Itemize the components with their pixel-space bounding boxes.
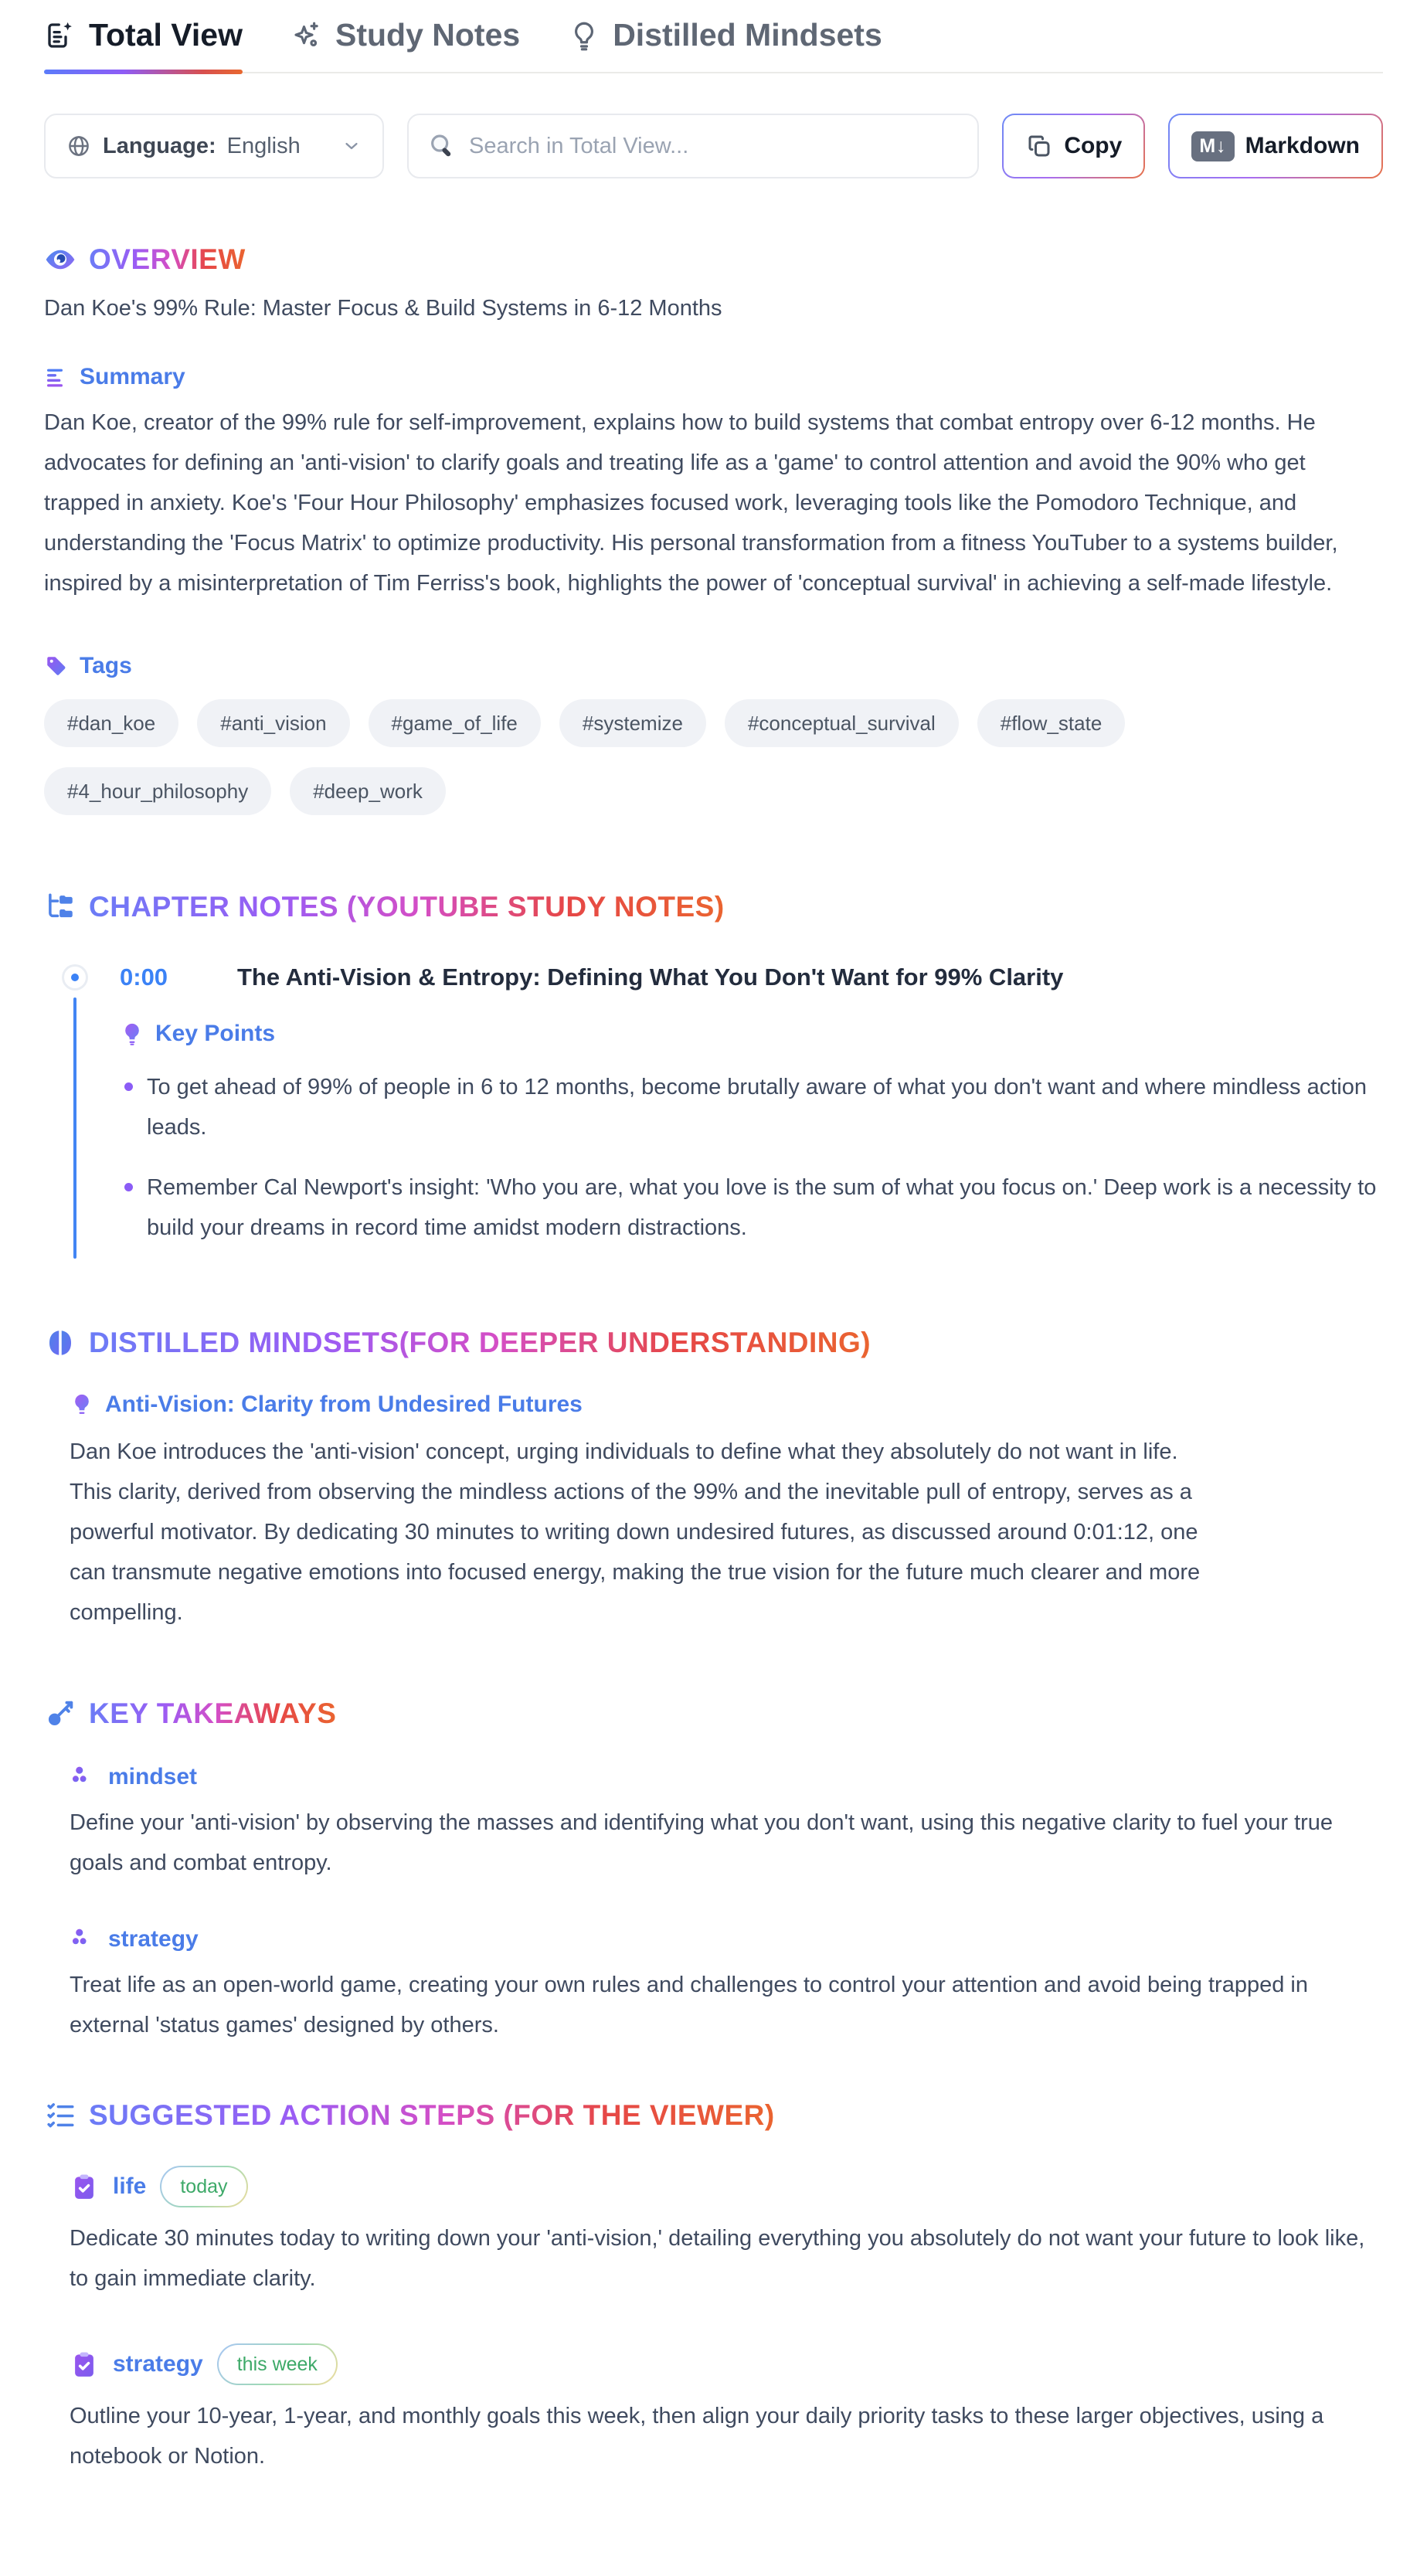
clipboard-check-icon <box>70 2172 99 2201</box>
takeaway-category: mindset <box>108 1764 198 1789</box>
timeframe-badge: this week <box>217 2343 338 2385</box>
clipboard-check-icon <box>70 2350 99 2379</box>
key-point-text: To get ahead of 99% of people in 6 to 12 months, become brutally aware of what you don't want and where mindless action leads. <box>147 1075 1367 1140</box>
takeaway-item <box>44 1764 1383 2045</box>
summary-lines-icon <box>44 365 69 389</box>
chapter-header <box>120 963 1383 991</box>
bullet-icon <box>124 1082 133 1091</box>
takeaway-text: Treat life as an open-world game, creating your own rules and challenges to control your attention and avoid being trapped in external 'status games' designed by others. <box>70 1973 1308 2037</box>
tag-chip: #game_of_life <box>369 699 541 747</box>
chevron-down-icon <box>341 135 362 157</box>
tags-list <box>44 699 1187 815</box>
checklist-icon <box>44 2099 76 2132</box>
shapes-icon <box>70 1926 96 1952</box>
key-points-list <box>120 1067 1383 1259</box>
brain-icon <box>44 1327 76 1359</box>
search-box <box>407 114 979 178</box>
chapter-timeline <box>44 963 106 1259</box>
language-value: English <box>226 133 301 158</box>
tab-bar <box>44 17 1383 73</box>
timeline-dot-icon <box>64 967 86 988</box>
search-icon <box>427 131 457 161</box>
key-takeaways-section-heading <box>44 1698 1383 1730</box>
distilled-mindsets-heading-text: DISTILLED MINDSETS(FOR DEEPER UNDERSTANDING) <box>89 1327 871 1358</box>
takeaway-category-row <box>70 1926 1383 1952</box>
lightbulb-filled-icon <box>70 1392 94 1417</box>
action-steps-section-heading <box>44 2099 1383 2132</box>
key-point-text: Remember Cal Newport's insight: 'Who you are, what you love is the sum of what you focus on.' Deep work is a necessity to build your dreams in record time amidst modern distractions. <box>147 1175 1377 1240</box>
chapter-item <box>44 963 1383 1259</box>
mindset-paragraph: Dan Koe introduces the 'anti-vision' concept, urging individuals to define what they absolutely do not want in life. This clarity, derived from observing the mindless actions of the 99% and the inevitable pull of entropy, serves as a powerful motivator. By dedicating 30 minutes to writing down undesired futures, as discussed around 0:01:12, one can transmute negative emotions into focused energy, making the true vision for the future much clearer and more compelling. <box>70 1439 1201 1625</box>
takeaway-text: Define your 'anti-vision' by observing the masses and identifying what you don't want, using this negative clarity to fuel your true goals and combat entropy. <box>70 1810 1334 1875</box>
language-select[interactable] <box>44 114 384 178</box>
copy-button[interactable] <box>1002 114 1145 178</box>
tag-chip: #4_hour_philosophy <box>44 767 271 815</box>
timeframe-badge: today <box>160 2166 247 2207</box>
action-category: life <box>113 2173 147 2199</box>
tab-total-view[interactable] <box>44 17 243 72</box>
summary-heading-text: Summary <box>80 364 185 389</box>
lightbulb-outline-icon <box>568 19 600 52</box>
key-point <box>120 1167 1383 1248</box>
overview-heading-text: OVERVIEW <box>89 243 246 275</box>
tag-chip: #conceptual_survival <box>725 699 959 747</box>
chapter-notes-section-heading <box>44 891 1383 923</box>
takeaway-category-row <box>70 1764 1383 1790</box>
key-points-subheading <box>120 1021 1383 1047</box>
distilled-mindsets-section-heading <box>44 1327 1383 1359</box>
tag-icon <box>44 654 69 678</box>
key-point <box>120 1067 1383 1147</box>
search-input[interactable] <box>469 134 959 159</box>
overview-section-heading <box>44 243 1383 276</box>
key-icon <box>44 1698 76 1730</box>
tag-chip: #systemize <box>559 699 706 747</box>
action-category: strategy <box>113 2351 203 2377</box>
tags-heading-text: Tags <box>80 653 132 678</box>
action-text: Outline your 10-year, 1-year, and monthly goals this week, then align your daily priority tasks to these larger objectives, using a notebook or Notion. <box>70 2404 1324 2469</box>
tag-chip: #deep_work <box>290 767 446 815</box>
takeaway-category: strategy <box>108 1926 199 1952</box>
action-step-item <box>44 2166 1383 2476</box>
toolbar <box>44 114 1383 178</box>
key-takeaways-heading-text: KEY TAKEAWAYS <box>89 1698 337 1729</box>
timeline-line <box>73 997 76 1259</box>
tab-distilled-mindsets[interactable] <box>568 17 882 72</box>
markdown-icon: M↓ <box>1191 131 1234 161</box>
lightbulb-filled-icon <box>120 1021 144 1046</box>
eye-icon <box>44 243 76 276</box>
chapter-notes-heading-text: CHAPTER NOTES (YOUTUBE STUDY NOTES) <box>89 891 725 923</box>
chapter-timestamp[interactable]: 0:00 <box>120 963 168 991</box>
mindset-title-row <box>70 1392 1383 1418</box>
summary-subheading <box>44 364 1383 390</box>
mindset-title-text: Anti-Vision: Clarity from Undesired Futures <box>105 1392 583 1417</box>
action-steps-heading-text: SUGGESTED ACTION STEPS (FOR THE VIEWER) <box>89 2099 775 2131</box>
document-edit-icon <box>44 19 76 52</box>
summary-paragraph: Dan Koe, creator of the 99% rule for self-improvement, explains how to build systems that combat entropy over 6-12 months. He advocates for defining an 'anti-vision' to clarify goals and treating life as a 'game' to control attention and avoid the 90% who get trapped in anxiety. Koe's 'Four Hour Philosophy' emphasizes focused work, leveraging tools like the Pomodoro Technique, and understanding the 'Focus Matrix' to optimize productivity. His personal transformation from a fitness YouTuber to a systems builder, inspired by a misinterpretation of Tim Ferriss's book, highlights the power of 'conceptual survival' in achieving a self-made lifestyle. <box>44 410 1338 596</box>
markdown-label: Markdown <box>1245 133 1360 158</box>
shapes-icon <box>70 1764 96 1790</box>
copy-label: Copy <box>1064 133 1123 158</box>
video-title: Dan Koe's 99% Rule: Master Focus & Build Systems in 6-12 Months <box>44 296 722 321</box>
key-points-heading-text: Key Points <box>155 1021 276 1046</box>
bullet-icon <box>124 1183 133 1191</box>
folder-tree-icon <box>44 891 76 923</box>
chapter-body <box>120 963 1383 1259</box>
tab-label: Distilled Mindsets <box>613 17 882 53</box>
globe-icon <box>66 133 92 159</box>
tab-label: Total View <box>89 17 243 53</box>
tags-subheading <box>44 653 1383 679</box>
language-label: Language: <box>103 133 216 158</box>
copy-icon <box>1025 132 1053 160</box>
sparkles-icon <box>290 19 323 52</box>
mindset-item <box>44 1392 1383 1633</box>
markdown-button[interactable] <box>1168 114 1383 178</box>
action-category-row <box>70 2343 1383 2385</box>
action-category-row <box>70 2166 1383 2207</box>
action-text: Dedicate 30 minutes today to writing down your 'anti-vision,' detailing everything you absolutely do not want your future to look like, to gain immediate clarity. <box>70 2226 1365 2291</box>
chapter-title: The Anti-Vision & Entropy: Defining What You Don't Want for 99% Clarity <box>237 963 1064 991</box>
tag-chip: #flow_state <box>977 699 1126 747</box>
tag-chip: #anti_vision <box>197 699 349 747</box>
tab-study-notes[interactable] <box>290 17 520 72</box>
tag-chip: #dan_koe <box>44 699 178 747</box>
tab-label: Study Notes <box>335 17 521 53</box>
